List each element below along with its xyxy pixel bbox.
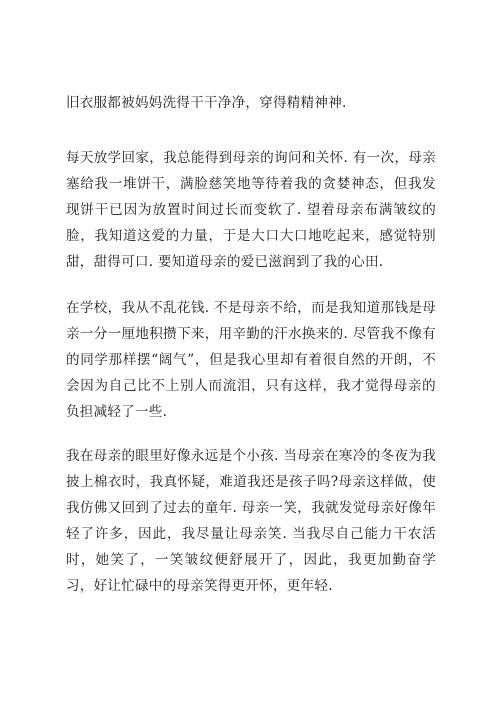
- paragraph-1: 旧衣服都被妈妈洗得干干净净，穿得精精神神.: [66, 95, 347, 111]
- paragraph-3: 在学校，我从不乱花钱. 不是母亲不给，而是我知道那钱是母亲一分一厘地积攒下来，用辛勤的汗水换来的. 尽管我不像有的同学那样摆“阔气”，但是我心里却有着很自然的开朗，不会因为自己比不上别人而流泪，只有这样，我才觉得母亲的负担减轻了一些.: [66, 300, 436, 420]
- paragraph-4: 我在母亲的眼里好像永远是个小孩. 当母亲在寒冷的冬夜为我披上棉衣时，我真怀疑，难道我还是孩子吗?母亲这样做，使我仿佛又回到了过去的童年. 母亲一笑，我就发觉母亲好像年轻了许多，因此，我尽量让母亲笑. 当我尽自己能力干农活时，她笑了，一笑皱纹便舒展开了，因此，我更加勤奋学习，好让忙碌中的母亲笑得更开怀，更年轻.: [66, 448, 436, 594]
- paragraph-2: 每天放学回家，我总能得到母亲的询问和关怀. 有一次，母亲塞给我一堆饼干，满脸慈笑地等待着我的贪婪神态，但我发现饼干已因为放置时间过长而变软了. 望着母亲布满皱纹的脸，我知道这爱的力量，于是大口大口地吃起来，感觉特别甜，甜得可口. 要知道母亲的爱已滋润到了我的心田.: [66, 150, 436, 270]
